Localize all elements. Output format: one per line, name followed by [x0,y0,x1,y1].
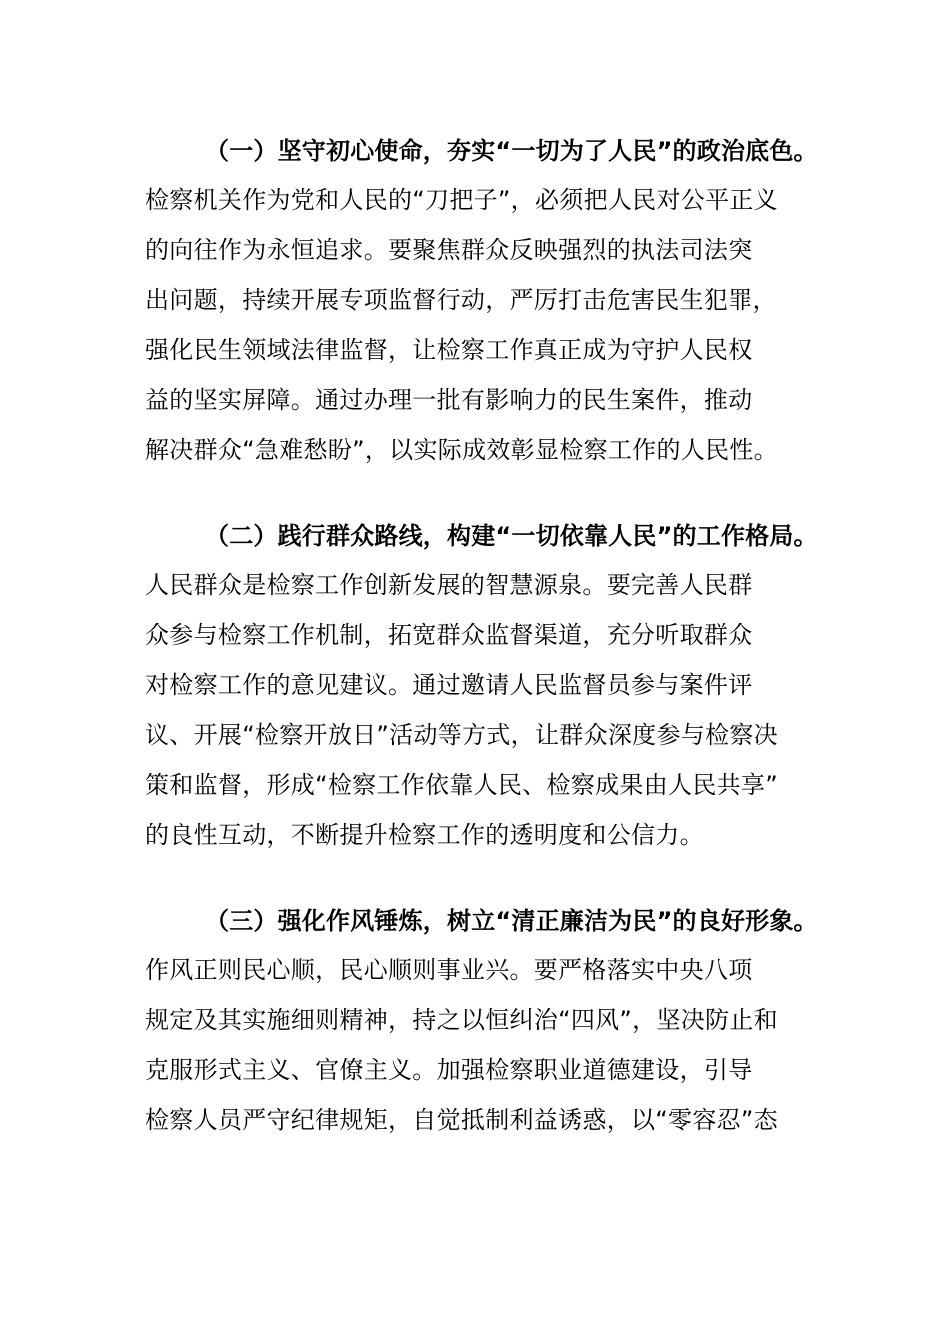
section-heading: （一）坚守初心使命，夯实“一切为了人民”的政治底色。 [205,137,818,165]
paragraph-line: 出问题，持续开展专项监督行动，严厉打击危害民生犯罪， [145,286,777,314]
section-heading: （二）践行群众路线，构建“一切依靠人民”的工作格局。 [205,522,818,550]
section-heading: （三）强化作风锤炼，树立“清正廉洁为民”的良好形象。 [205,907,818,935]
paragraph-line: 克服形式主义、官僚主义。加强检察职业道德建设，引导 [145,1056,753,1084]
paragraph-line: 检察机关作为党和人民的“刀把子”，必须把人民对公平正义 [145,186,778,214]
paragraph-line: 议、开展“检察开放日”活动等方式，让群众深度参与检察决 [145,721,778,749]
paragraph-line: 作风正则民心顺，民心顺则事业兴。要严格落实中央八项 [145,956,753,984]
paragraph-line: 解决群众“急难愁盼”，以实际成效彰显检察工作的人民性。 [145,436,778,464]
paragraph-line: 人民群众是检察工作创新发展的智慧源泉。要完善人民群 [145,571,753,599]
paragraph-line: 策和监督，形成“检察工作依靠人民、检察成果由人民共享” [145,771,778,799]
paragraph-line: 规定及其实施细则精神，持之以恒纠治“四风”，坚决防止和 [145,1006,778,1034]
paragraph-line: 的良性互动，不断提升检察工作的透明度和公信力。 [145,821,704,849]
paragraph-line: 对检察工作的意见建议。通过邀请人民监督员参与案件评 [145,671,753,699]
paragraph-line: 的向往作为永恒追求。要聚焦群众反映强烈的执法司法突 [145,236,753,264]
paragraph-line: 检察人员严守纪律规矩，自觉抵制利益诱惑，以“零容忍”态 [145,1106,778,1134]
paragraph-line: 强化民生领域法律监督，让检察工作真正成为守护人民权 [145,336,753,364]
paragraph-line: 益的坚实屏障。通过办理一批有影响力的民生案件，推动 [145,386,753,414]
paragraph-line: 众参与检察工作机制，拓宽群众监督渠道，充分听取群众 [145,621,753,649]
